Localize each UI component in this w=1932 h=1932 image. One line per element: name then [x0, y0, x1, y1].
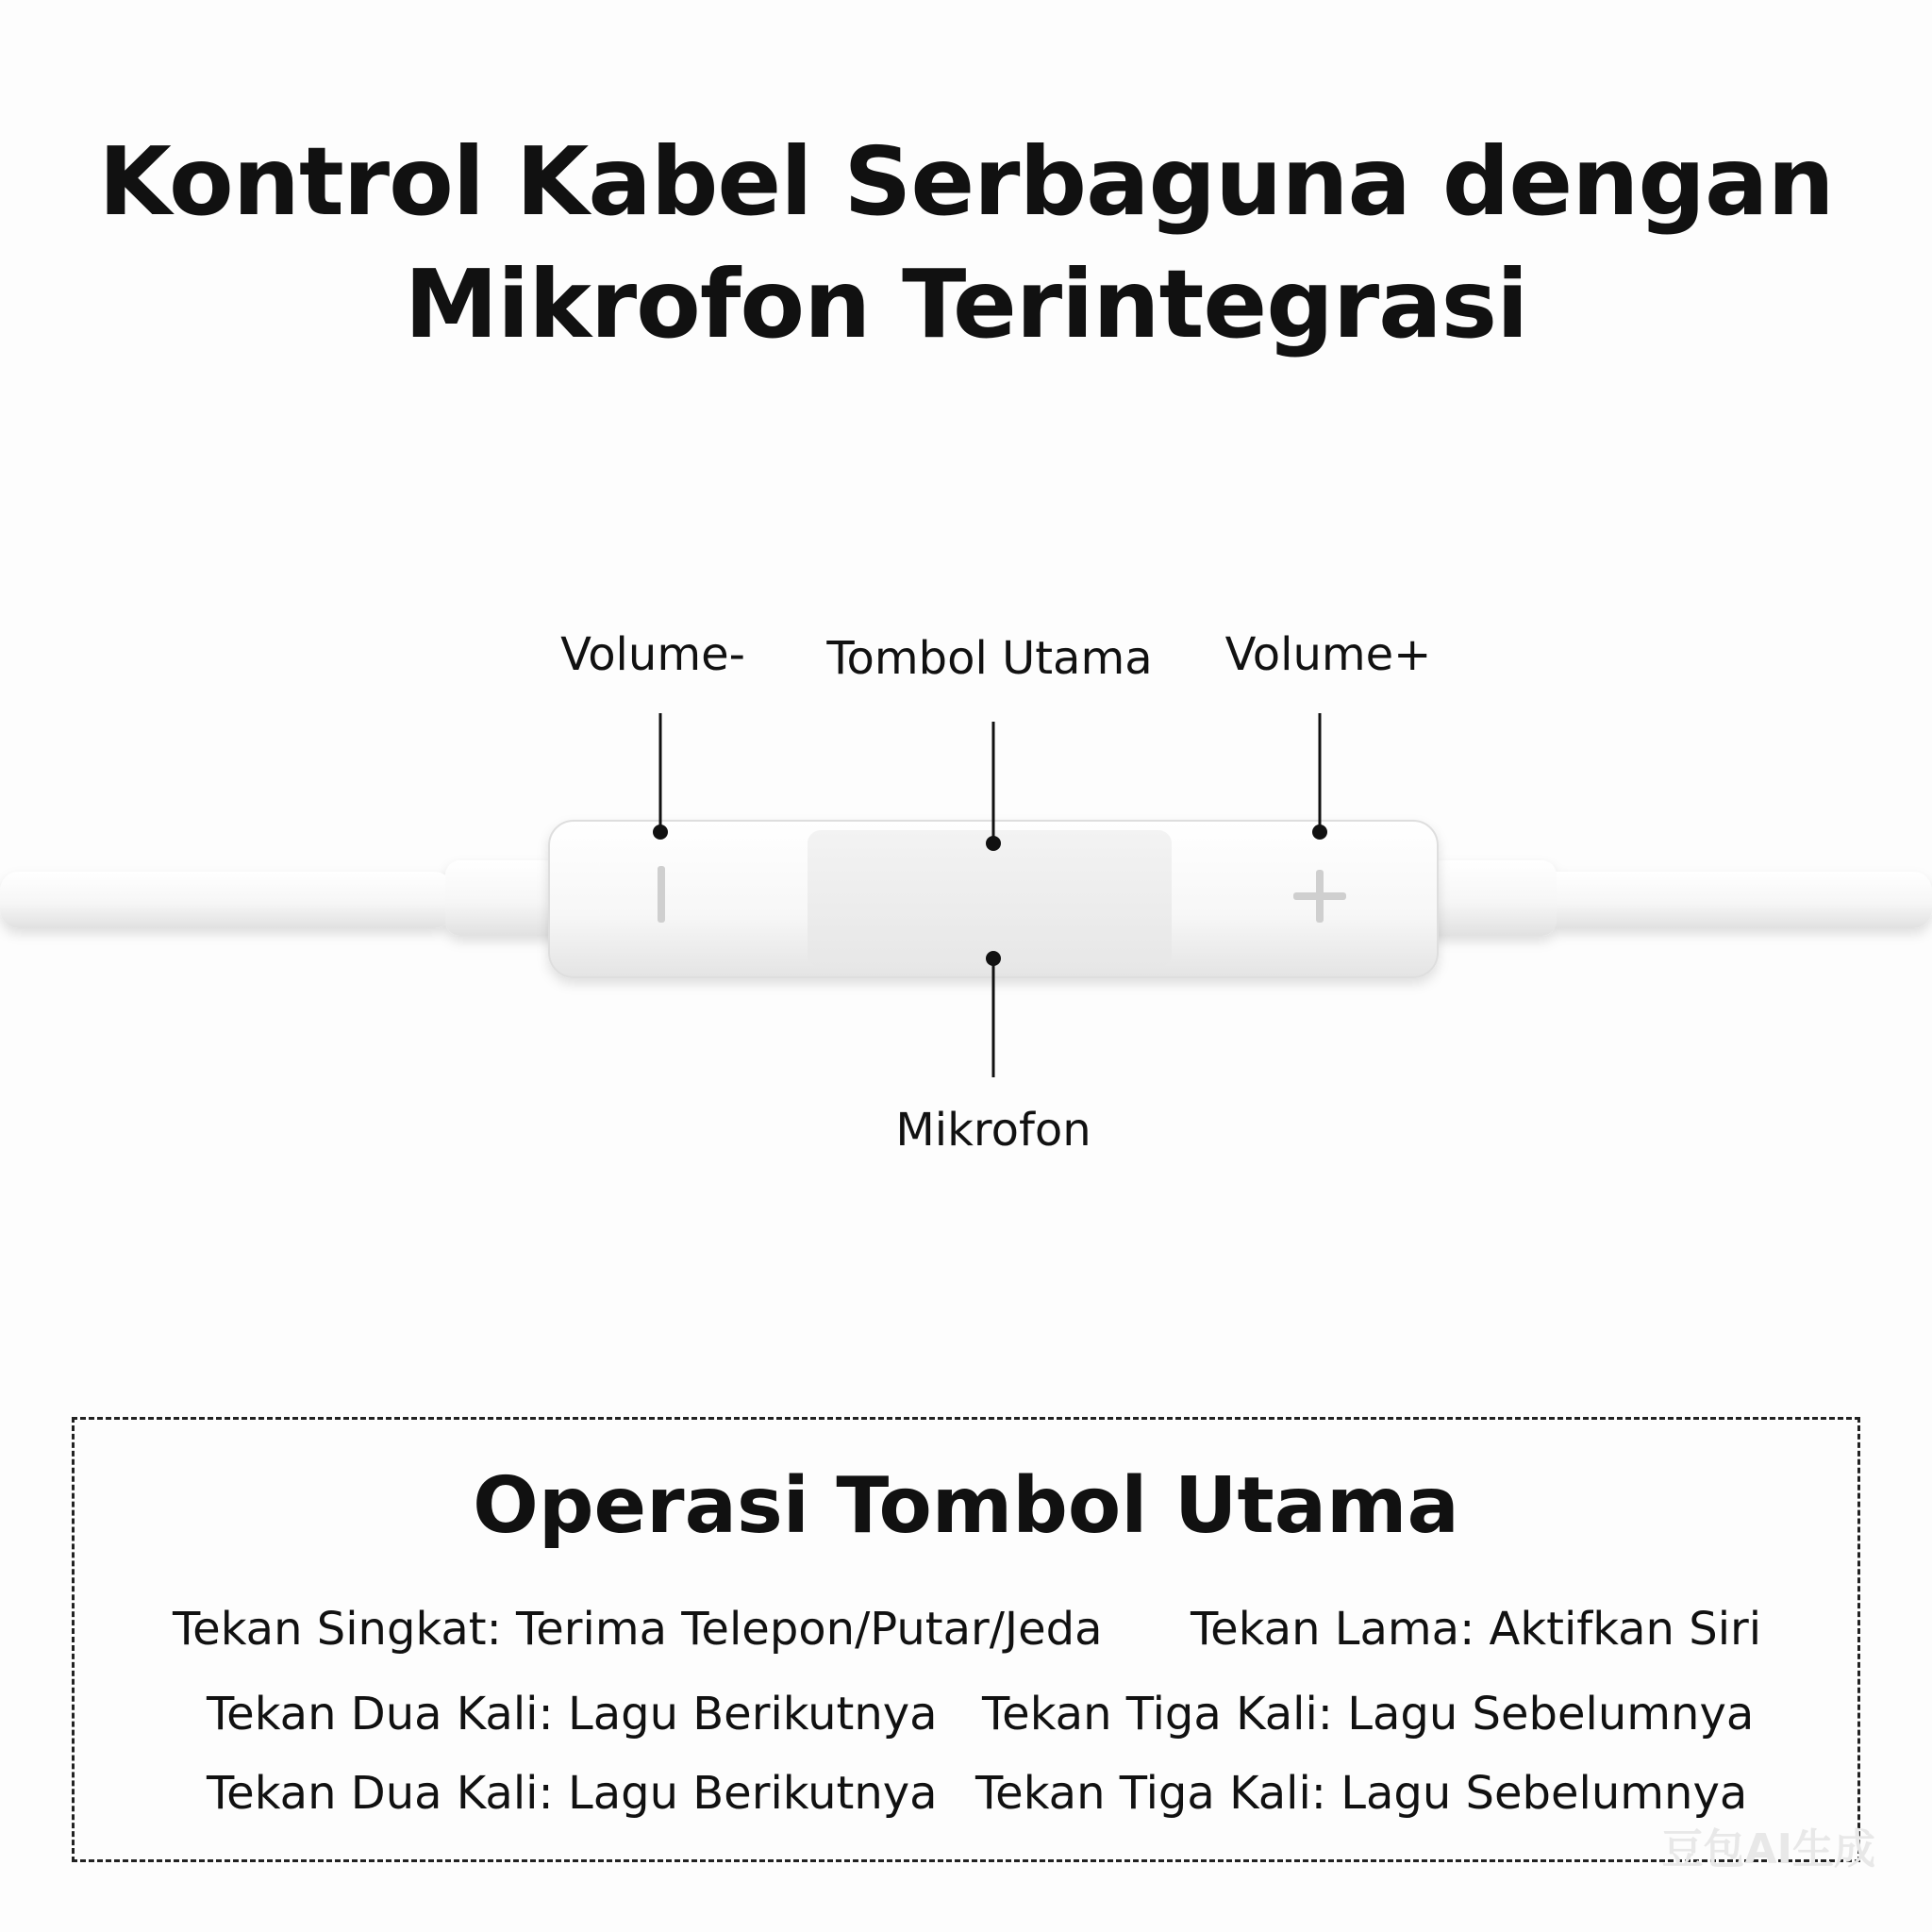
title-line-2: Mikrofon Terintegrasi — [404, 249, 1528, 359]
main-button-surface — [808, 830, 1172, 968]
operation-short-press: Tekan Singkat: Terima Telepon/Putar/Jeda — [173, 1603, 1103, 1656]
operation-long-press: Tekan Lama: Aktifkan Siri — [1191, 1603, 1762, 1656]
operations-title: Operasi Tombol Utama — [473, 1461, 1459, 1551]
title-line-1: Kontrol Kabel Serbaguna dengan — [98, 126, 1834, 237]
minus-icon — [658, 866, 665, 923]
operation-double-press-repeat: Tekan Dua Kali: Lagu Berikutnya — [207, 1767, 938, 1820]
cable-left — [0, 872, 453, 928]
watermark: 豆包AI生成 — [1661, 1825, 1875, 1874]
label-volume-plus: Volume+ — [1224, 628, 1432, 681]
operation-triple-press: Tekan Tiga Kali: Lagu Sebelumnya — [982, 1688, 1755, 1740]
label-volume-minus: Volume- — [560, 628, 745, 681]
operation-triple-press-repeat: Tekan Tiga Kali: Lagu Sebelumnya — [975, 1767, 1748, 1820]
label-microphone: Mikrofon — [895, 1104, 1091, 1157]
operations-panel — [72, 1417, 1860, 1862]
label-main-button: Tombol Utama — [826, 632, 1153, 685]
operation-double-press: Tekan Dua Kali: Lagu Berikutnya — [207, 1688, 938, 1740]
